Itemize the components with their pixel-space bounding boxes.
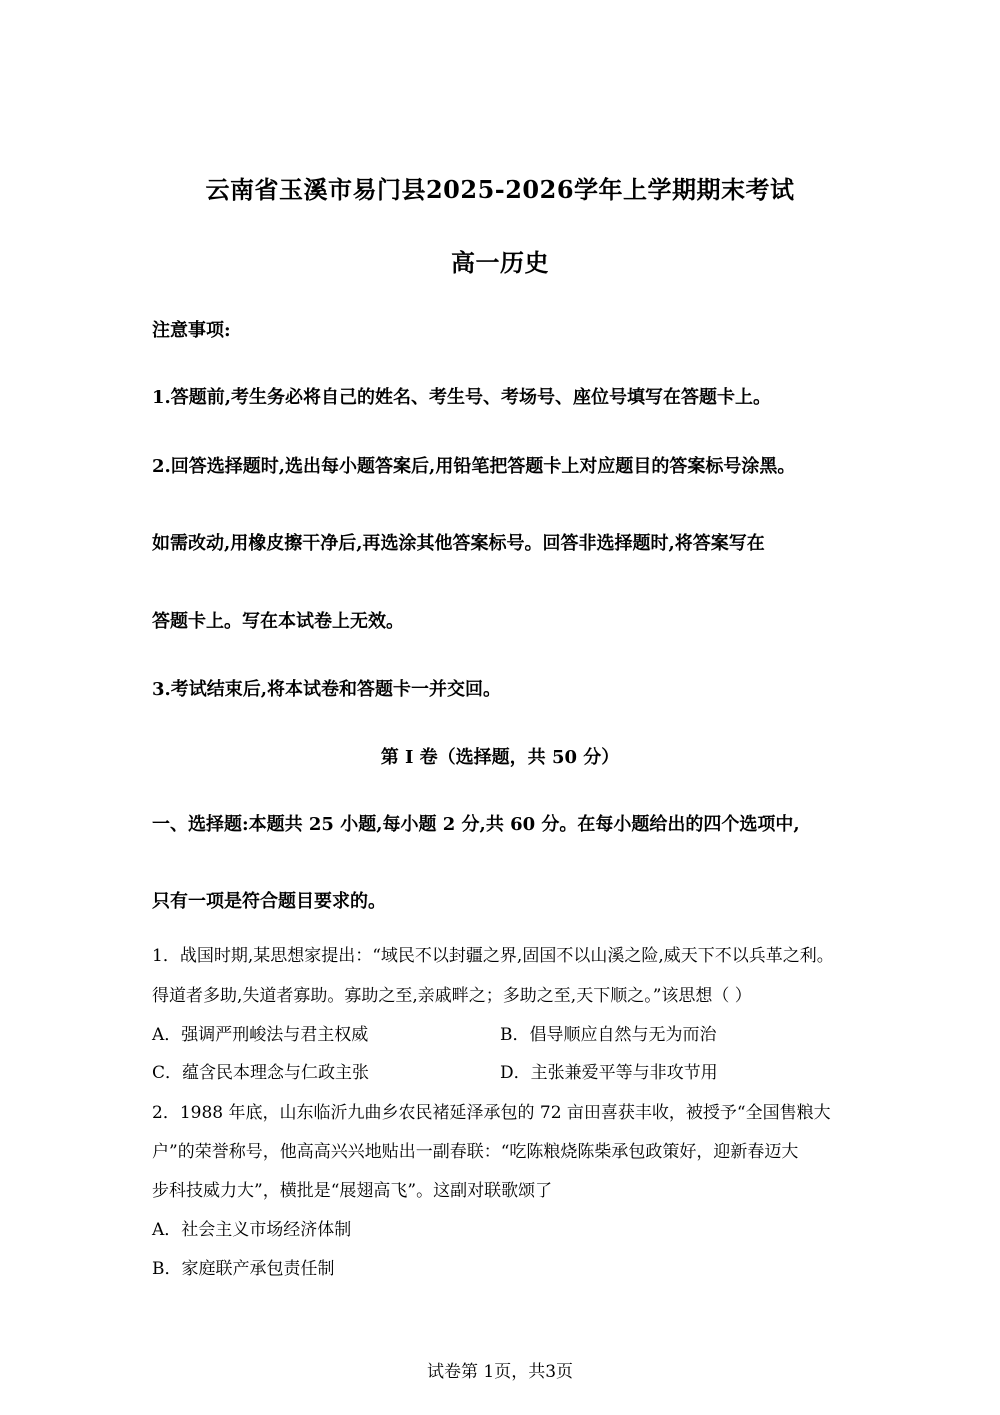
option-b[interactable]: B．倡导顺应自然与无为而治: [500, 1025, 717, 1045]
notice-item-3: 3.考试结束后,将本试卷和答题卡一并交回。: [152, 679, 502, 700]
notice-item-2: 2.回答选择题时,选出每小题答案后,用铅笔把答题卡上对应题目的答案标号涂黑。: [152, 456, 796, 477]
notice-heading: 注意事项:: [152, 320, 231, 341]
notice-item-2-continued: 如需改动,用橡皮擦干净后,再选涂其他答案标号。回答非选择题时,将答案写在: [152, 533, 765, 554]
option-d[interactable]: D．主张兼爱平等与非攻节用: [500, 1063, 718, 1083]
subject-title: 高一历史: [451, 248, 549, 277]
question-stem-continued: 户”的荣誉称号，他高高兴兴地贴出一副春联：“吃陈粮烧陈柴承包政策好，迎新春迈大: [152, 1142, 799, 1162]
option-c[interactable]: C．蕴含民本理念与仁政主张: [152, 1063, 370, 1083]
question-stem: 2．1988 年底，山东临沂九曲乡农民褚延泽承包的 72 亩田喜获丰收，被授予“全国售粮大: [152, 1103, 831, 1123]
part-instructions: 一、选择题:本题共 25 小题,每小题 2 分,共 60 分。在每小题给出的四个选项中,: [152, 814, 800, 835]
notice-item-1: 1.答题前,考生务必将自己的姓名、考生号、考场号、座位号填写在答题卡上。: [152, 387, 772, 408]
volume-title: 第 I 卷（选择题，共 50 分）: [380, 747, 620, 768]
question-stem-continued: 得道者多助,失道者寡助。寡助之至,亲戚畔之；多助之至,天下顺之。”该思想（ ）: [152, 986, 752, 1006]
part-instructions-continued: 只有一项是符合题目要求的。: [152, 891, 386, 912]
notice-item-2-end: 答题卡上。写在本试卷上无效。: [152, 611, 404, 632]
option-a[interactable]: A．社会主义市场经济体制: [152, 1220, 352, 1240]
page-footer: 试卷第 1页，共3页: [426, 1362, 574, 1382]
option-b[interactable]: B．家庭联产承包责任制: [152, 1259, 335, 1279]
exam-title: 云南省玉溪市易门县2025-2026学年上学期期末考试: [205, 175, 795, 204]
question-stem: 1．战国时期,某思想家提出：“域民不以封疆之界,固国不以山溪之险,威天下不以兵革之利。: [152, 946, 834, 966]
question-stem-end: 步科技威力大”，横批是“展翅高飞”。这副对联歌颂了: [152, 1181, 553, 1201]
option-a[interactable]: A．强调严刑峻法与君主权威: [152, 1025, 369, 1045]
